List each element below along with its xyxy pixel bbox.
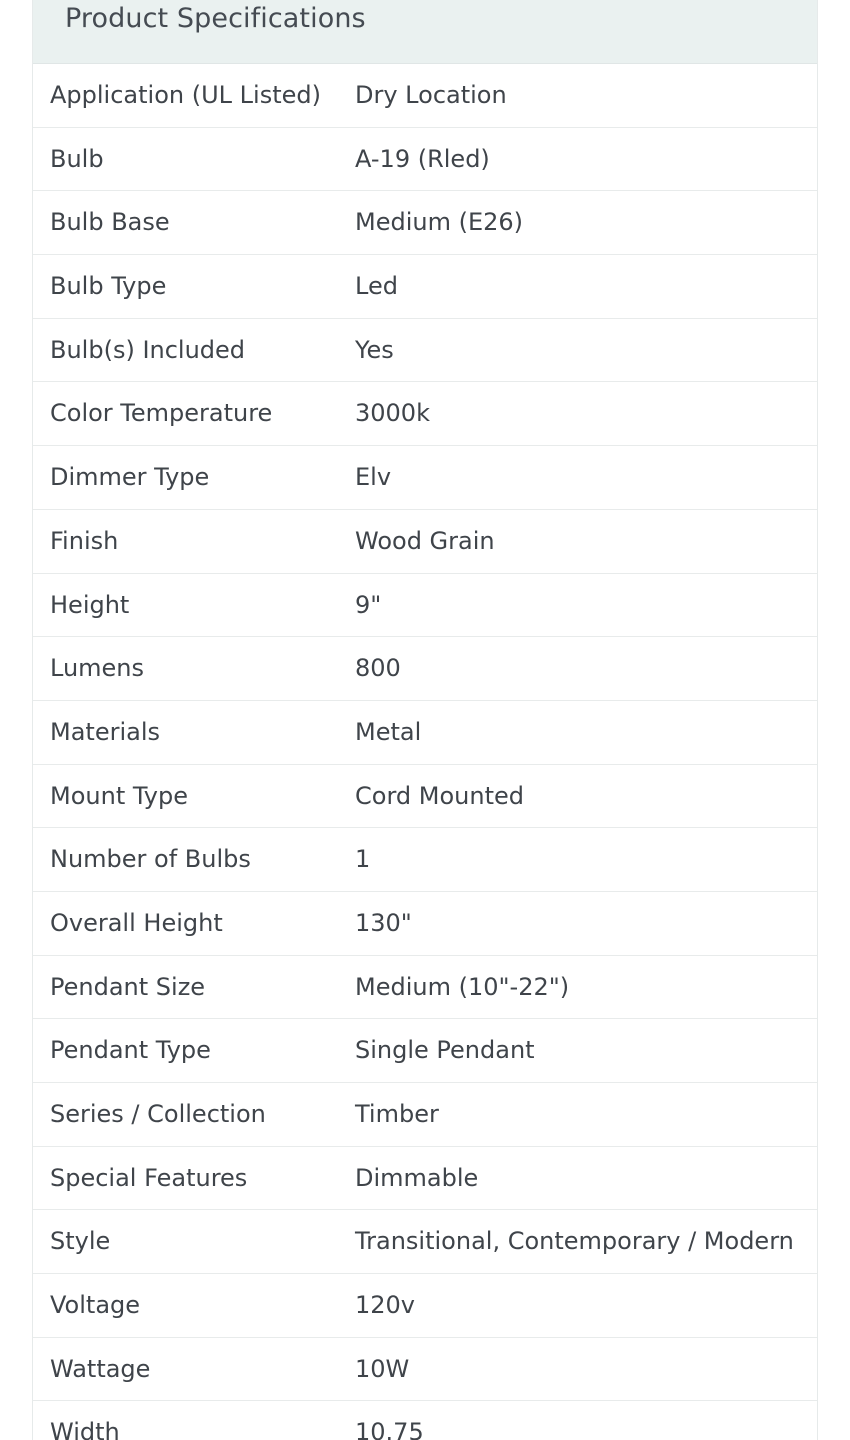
- spec-row: [33, 1210, 817, 1274]
- spec-row: [33, 1338, 817, 1402]
- spec-label: Bulb(s) Included: [50, 335, 246, 364]
- spec-label: Overall Height: [50, 908, 223, 937]
- panel-header: [33, 0, 817, 64]
- spec-label: Lumens: [50, 654, 145, 683]
- spec-value: 120v: [355, 1291, 416, 1320]
- spec-row: [33, 1147, 817, 1211]
- spec-label: Dimmer Type: [50, 463, 210, 492]
- spec-row: [33, 765, 817, 829]
- spec-value: Dimmable: [355, 1163, 479, 1192]
- spec-row: [33, 64, 817, 128]
- spec-row: [33, 255, 817, 319]
- spec-value: 130": [355, 908, 412, 937]
- spec-row: [33, 382, 817, 446]
- spec-label: Series / Collection: [50, 1100, 266, 1128]
- spec-value: 3000k: [355, 399, 430, 428]
- spec-label: Width: [50, 1418, 120, 1440]
- spec-row: [33, 574, 817, 638]
- spec-value: 1: [355, 845, 371, 874]
- spec-label: Voltage: [50, 1291, 141, 1320]
- spec-row: [33, 1274, 817, 1338]
- spec-value: Single Pendant: [355, 1036, 535, 1065]
- spec-table: [33, 64, 817, 1440]
- spec-label: Height: [50, 590, 130, 619]
- spec-label: Bulb Base: [50, 208, 170, 237]
- spec-value: Dry Location: [355, 81, 507, 109]
- spec-label: Color Temperature: [50, 399, 273, 428]
- spec-row: [33, 828, 817, 892]
- spec-label: Bulb: [50, 144, 104, 173]
- panel-title: Product Specifications: [65, 3, 366, 34]
- spec-label: Finish: [50, 526, 119, 555]
- spec-row: [33, 319, 817, 383]
- product-specifications-panel: [32, 0, 818, 1440]
- spec-row: [33, 128, 817, 192]
- spec-value: Led: [355, 272, 398, 301]
- spec-value: Wood Grain: [355, 526, 495, 555]
- spec-value: Medium (10"-22"): [355, 972, 570, 1001]
- spec-value: Elv: [355, 463, 392, 492]
- spec-value: Metal: [355, 717, 422, 746]
- spec-row: [33, 637, 817, 701]
- spec-row: [33, 446, 817, 510]
- spec-row: [33, 701, 817, 765]
- spec-label: Materials: [50, 717, 161, 746]
- spec-value: Transitional, Contemporary / Modern: [355, 1227, 794, 1256]
- spec-value: Timber: [355, 1100, 439, 1128]
- spec-label: Special Features: [50, 1163, 248, 1192]
- spec-value: Cord Mounted: [355, 781, 524, 810]
- spec-label: Wattage: [50, 1354, 151, 1383]
- spec-row: [33, 892, 817, 956]
- spec-label: Pendant Type: [50, 1036, 211, 1065]
- spec-label: Bulb Type: [50, 272, 167, 301]
- spec-value: Medium (E26): [355, 208, 524, 237]
- spec-label: Application (UL Listed): [50, 81, 321, 109]
- spec-row: [33, 956, 817, 1020]
- spec-label: Style: [50, 1227, 111, 1256]
- spec-value: Yes: [355, 335, 394, 364]
- spec-label: Mount Type: [50, 781, 188, 810]
- spec-value: 800: [355, 654, 401, 683]
- spec-label: Pendant Size: [50, 972, 206, 1001]
- spec-row: [33, 510, 817, 574]
- spec-value: 9": [355, 590, 382, 619]
- spec-row: [33, 1083, 817, 1147]
- spec-label: Number of Bulbs: [50, 845, 251, 874]
- spec-value: 10W: [355, 1354, 410, 1383]
- spec-row: [33, 1019, 817, 1083]
- spec-row: [33, 1401, 817, 1440]
- spec-value: A-19 (Rled): [355, 144, 490, 173]
- spec-value: 10.75: [355, 1418, 424, 1440]
- spec-row: [33, 191, 817, 255]
